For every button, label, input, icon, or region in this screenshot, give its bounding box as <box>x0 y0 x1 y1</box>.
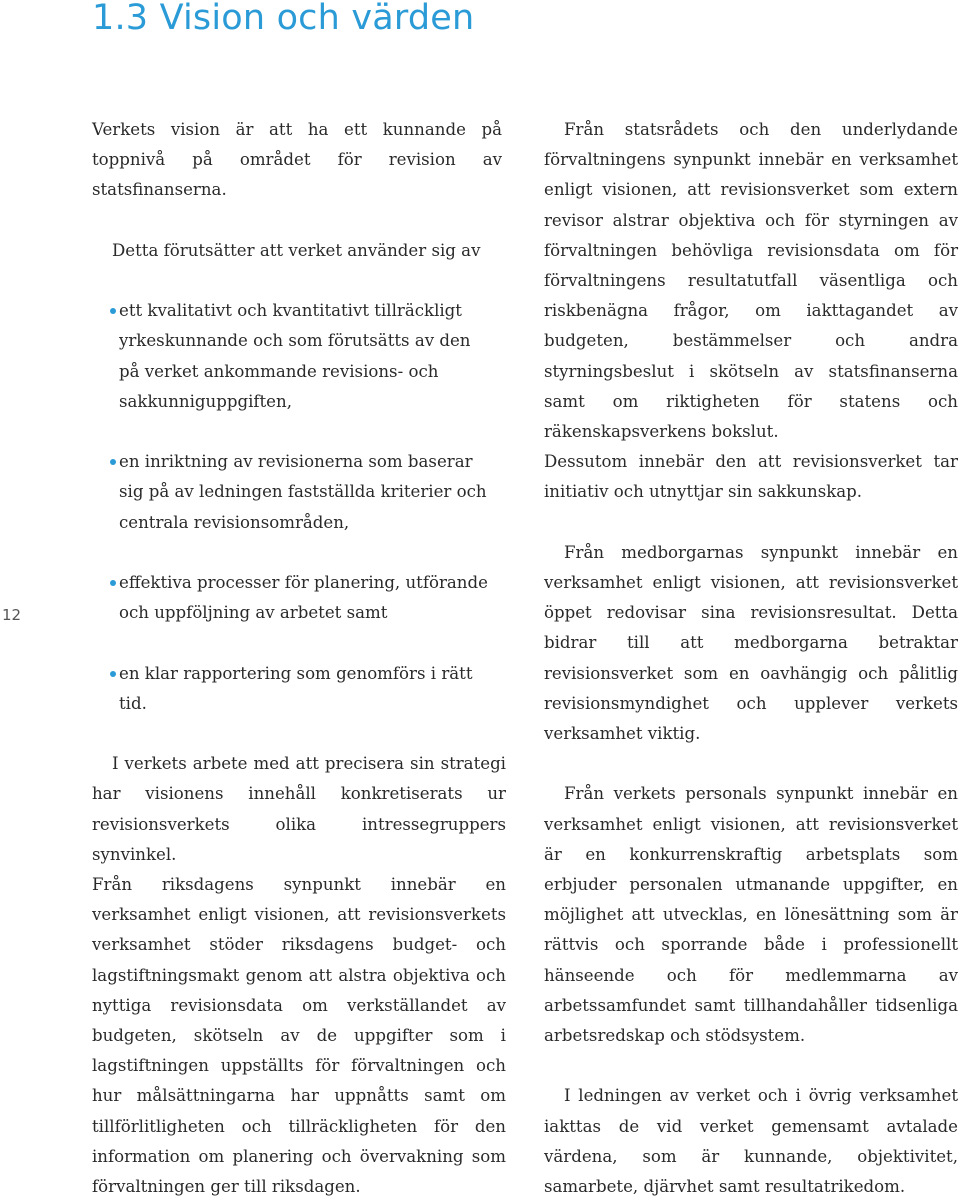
riksdag-paragraph: Från riksdagens synpunkt innebär en verksamhet enligt visionen, att revisionsverkets verksamhet stöder riksdagens budget- och lagstiftningsmakt genom att alstra objektiva och nyttiga revisionsdata om verkställandet av budgeten, skötseln av de uppgifter som i lagstiftningen uppställts för förvaltningen och hur målsättningarna har uppnåtts samt om tillförlitligheten och tillräckligheten för den information om planering och övervakning som förvaltningen ger till riksdagen. <box>92 874 506 1197</box>
list-item: en klar rapportering som genomförs i rätt tid. <box>92 659 506 719</box>
lead-paragraph: Detta förutsätter att verket använder sig av <box>112 240 481 260</box>
right-column <box>544 115 958 1202</box>
requirements-list <box>92 296 506 719</box>
medborgarna-paragraph: Från medborgarnas synpunkt innebär en verksamhet enligt visionen, att revisionsverket öppet redovisar sina revisionsresultat. Detta bidrar till att medborgarna betraktar revisionsverket som en oavhängig och pålitlig revisionsmyndighet och upplever verkets verksamhet viktig. <box>544 542 958 744</box>
statsradet-paragraph: Från statsrådets och den underlydande förvaltningens synpunkt innebär en verksamhet enligt visionen, att revisionsverket som extern revisor alstrar objektiva och för styrningen av förvaltningen behövliga revisionsdata om för förvaltningens resultatutfall väsentliga och riskbenägna frågor, om iakttagandet av budgeten, bestämmelser och andra styrningsbeslut i skötseln av statsfinanserna samt om riktigheten för statens och räkenskapsverkens bokslut. <box>544 120 958 442</box>
list-item: effektiva processer för planering, utförande och uppföljning av arbetet samt <box>92 568 506 628</box>
vision-paragraph: Verkets vision är att ha ett kunnande på toppnivå på området för revision av statsfinanserna. <box>92 120 502 200</box>
left-column <box>92 115 506 1202</box>
personal-paragraph: Från verkets personals synpunkt innebär en verksamhet enligt visionen, att revisionsverket är en konkurrenskraftig arbetsplats som erbjuder personalen utmanande uppgifter, en möjlighet att utvecklas, en lönesättning som är rättvis och sporrande både i professionellt hänseende och för medlemmarna av arbetssamfundet samt tillhandahåller tidsenliga arbetsredskap och stödsystem. <box>544 784 958 1046</box>
dessutom-paragraph: Dessutom innebär den att revisionsverket tar initiativ och utnyttjar sin sakkunskap. <box>544 452 958 502</box>
list-item: en inriktning av revisionerna som baserar sig på av ledningen fastställda kriterier och centrala revisionsområden, <box>92 447 506 538</box>
page-number: 12 <box>2 606 22 624</box>
strategy-paragraph: I verkets arbete med att precisera sin strategi har visionens innehåll konkretiserats ur revisionsverkets olika intressegruppers synvinkel. <box>92 754 506 864</box>
list-item: ett kvalitativt och kvantitativt tillräckligt yrkeskunnande och som förutsätts av den på verket ankommande revisions- och sakkunniguppgiften, <box>92 296 506 417</box>
ledningen-paragraph: I ledningen av verket och i övrig verksamhet iakttas de vid verket gemensamt avtalade värdena, som är kunnande, objektivitet, samarbete, djärvhet samt resultatrikedom. <box>544 1086 958 1197</box>
section-heading: 1.3 Vision och värden <box>92 0 475 38</box>
